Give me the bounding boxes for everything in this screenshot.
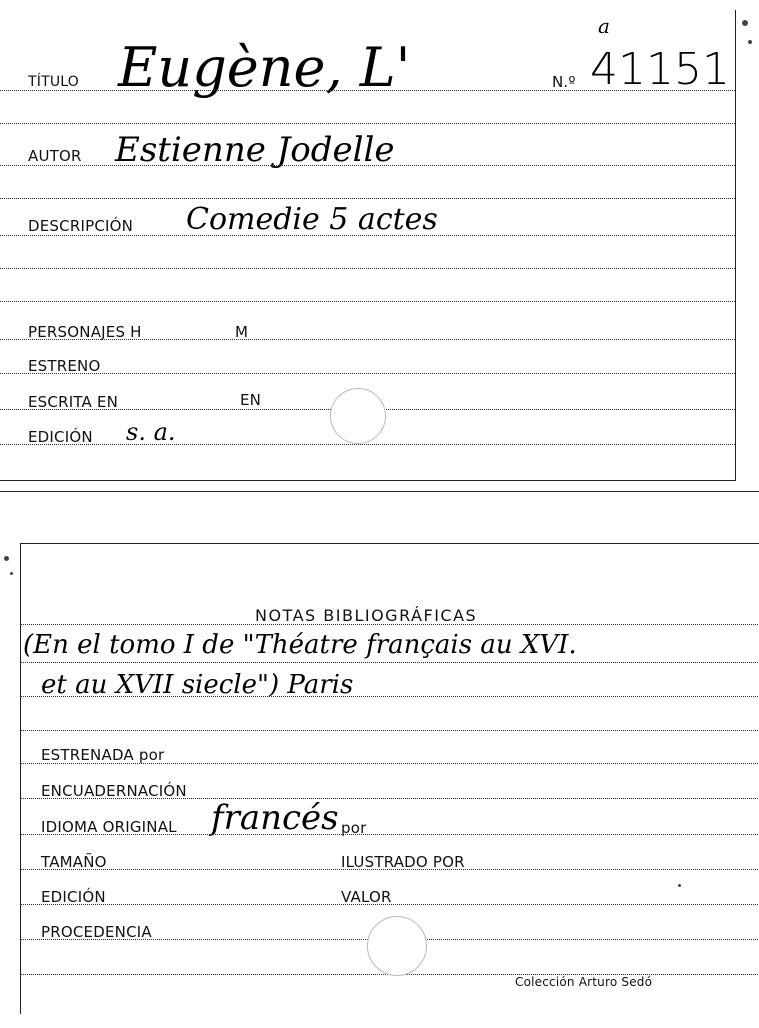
edicion-back-rule (21, 904, 759, 905)
rule-2 (0, 123, 735, 124)
edicion-rule (0, 444, 735, 445)
ilustrado-label: ILUSTRADO POR (341, 853, 465, 871)
encuadernacion-label: ENCUADERNACIÓN (41, 782, 187, 800)
edicion-value: s. a. (126, 418, 176, 446)
notas-label: NOTAS BIBLIOGRÁFICAS (255, 606, 478, 625)
notas-line-1: (En el tomo I de "Théatre français au XVI. (23, 630, 577, 660)
edicion-label: EDICIÓN (28, 428, 93, 446)
notas-rule (21, 624, 759, 625)
catalog-card-back (20, 543, 759, 1014)
escrita-en-label: EN (240, 391, 262, 409)
estrenada-label: ESTRENADA por (41, 746, 165, 764)
tamano-rule (21, 869, 759, 870)
punch-hole-back (367, 916, 427, 976)
edicion-back-label: EDICIÓN (41, 888, 106, 906)
descripcion-label: DESCRIPCIÓN (28, 217, 134, 235)
autor-value: Estienne Jodelle (115, 130, 395, 170)
rule-7 (0, 301, 735, 302)
scan-speck (748, 40, 752, 44)
titulo-rule (0, 90, 735, 91)
notas-rule-4 (21, 730, 759, 731)
coleccion-label: Colección Arturo Sedó (515, 975, 653, 989)
valor-label: VALOR (341, 888, 392, 906)
idioma-value: francés (211, 798, 339, 838)
descripcion-rule (0, 235, 735, 236)
idioma-label: IDIOMA ORIGINAL (41, 818, 177, 836)
notas-rule-3 (21, 696, 759, 697)
idioma-rule (21, 834, 759, 835)
notas-rule-2 (21, 662, 759, 663)
personajes-label: PERSONAJES H (28, 323, 142, 341)
encuadernacion-rule (21, 798, 759, 799)
descripcion-value: Comedie 5 actes (186, 202, 438, 237)
punch-hole (330, 388, 386, 444)
autor-label: AUTOR (28, 147, 82, 165)
estreno-rule (0, 373, 735, 374)
titulo-label: TÍTULO (28, 74, 79, 90)
estreno-label: ESTRENO (28, 357, 101, 375)
numero-value: 41151 (590, 44, 730, 95)
notas-line-2: et au XVII siecle") Paris (41, 670, 354, 700)
scan-speck (4, 556, 9, 561)
catalog-card-front (0, 10, 736, 481)
rule-6 (0, 268, 735, 269)
scan-speck (678, 884, 681, 887)
titulo-value: Eugène, L' (118, 36, 411, 99)
rule-4 (0, 198, 735, 199)
autor-rule (0, 165, 735, 166)
estrenada-rule (21, 763, 759, 764)
personajes-m-label: M (235, 323, 249, 341)
escrita-label: ESCRITA EN (28, 393, 119, 411)
corner-mark: a (598, 14, 610, 38)
tamano-label: TAMAÑO (41, 853, 107, 871)
scan-speck (10, 572, 13, 575)
numero-label: N.º (552, 73, 576, 91)
idioma-por-label: por (341, 819, 367, 837)
scan-speck (742, 20, 748, 26)
procedencia-label: PROCEDENCIA (41, 923, 152, 941)
personajes-rule (0, 339, 735, 340)
card-separator (0, 491, 759, 492)
